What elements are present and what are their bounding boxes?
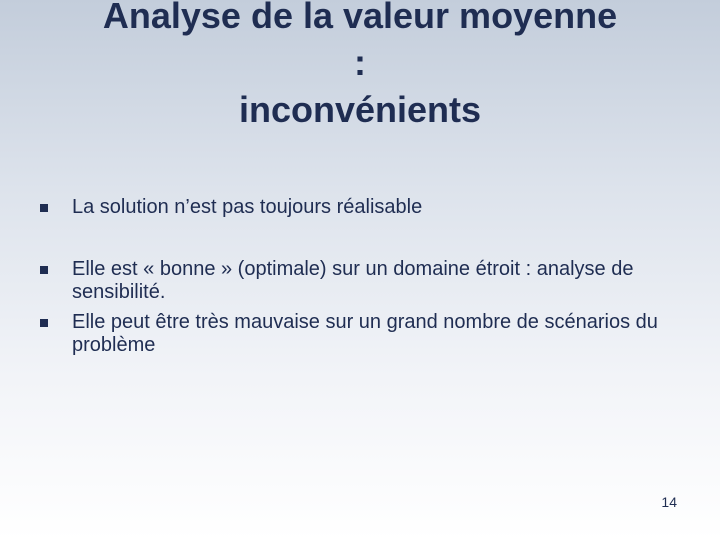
- bullet-text: Elle peut être très mauvaise sur un grand nombre de scénarios du problème: [72, 311, 658, 356]
- page-number: 14: [661, 494, 677, 510]
- square-bullet-icon: [40, 204, 48, 212]
- slide-title-line-1: Analyse de la valeur moyenne: [102, 0, 618, 36]
- square-bullet-icon: [40, 266, 48, 274]
- bullet-item: [40, 196, 680, 219]
- bullet-item: [40, 311, 680, 357]
- slide-title: [0, 0, 720, 133]
- bullet-text: Elle est « bonne » (optimale) sur un domaine étroit : analyse de sensibilité.: [72, 258, 634, 303]
- bullet-list: [40, 196, 680, 357]
- bullet-text: La solution n’est pas toujours réalisable: [72, 196, 423, 218]
- square-bullet-icon: [40, 319, 48, 327]
- slide-title-line-3: inconvénients: [238, 89, 482, 130]
- slide-title-line-2: :: [354, 42, 366, 83]
- bullet-item: [40, 258, 680, 304]
